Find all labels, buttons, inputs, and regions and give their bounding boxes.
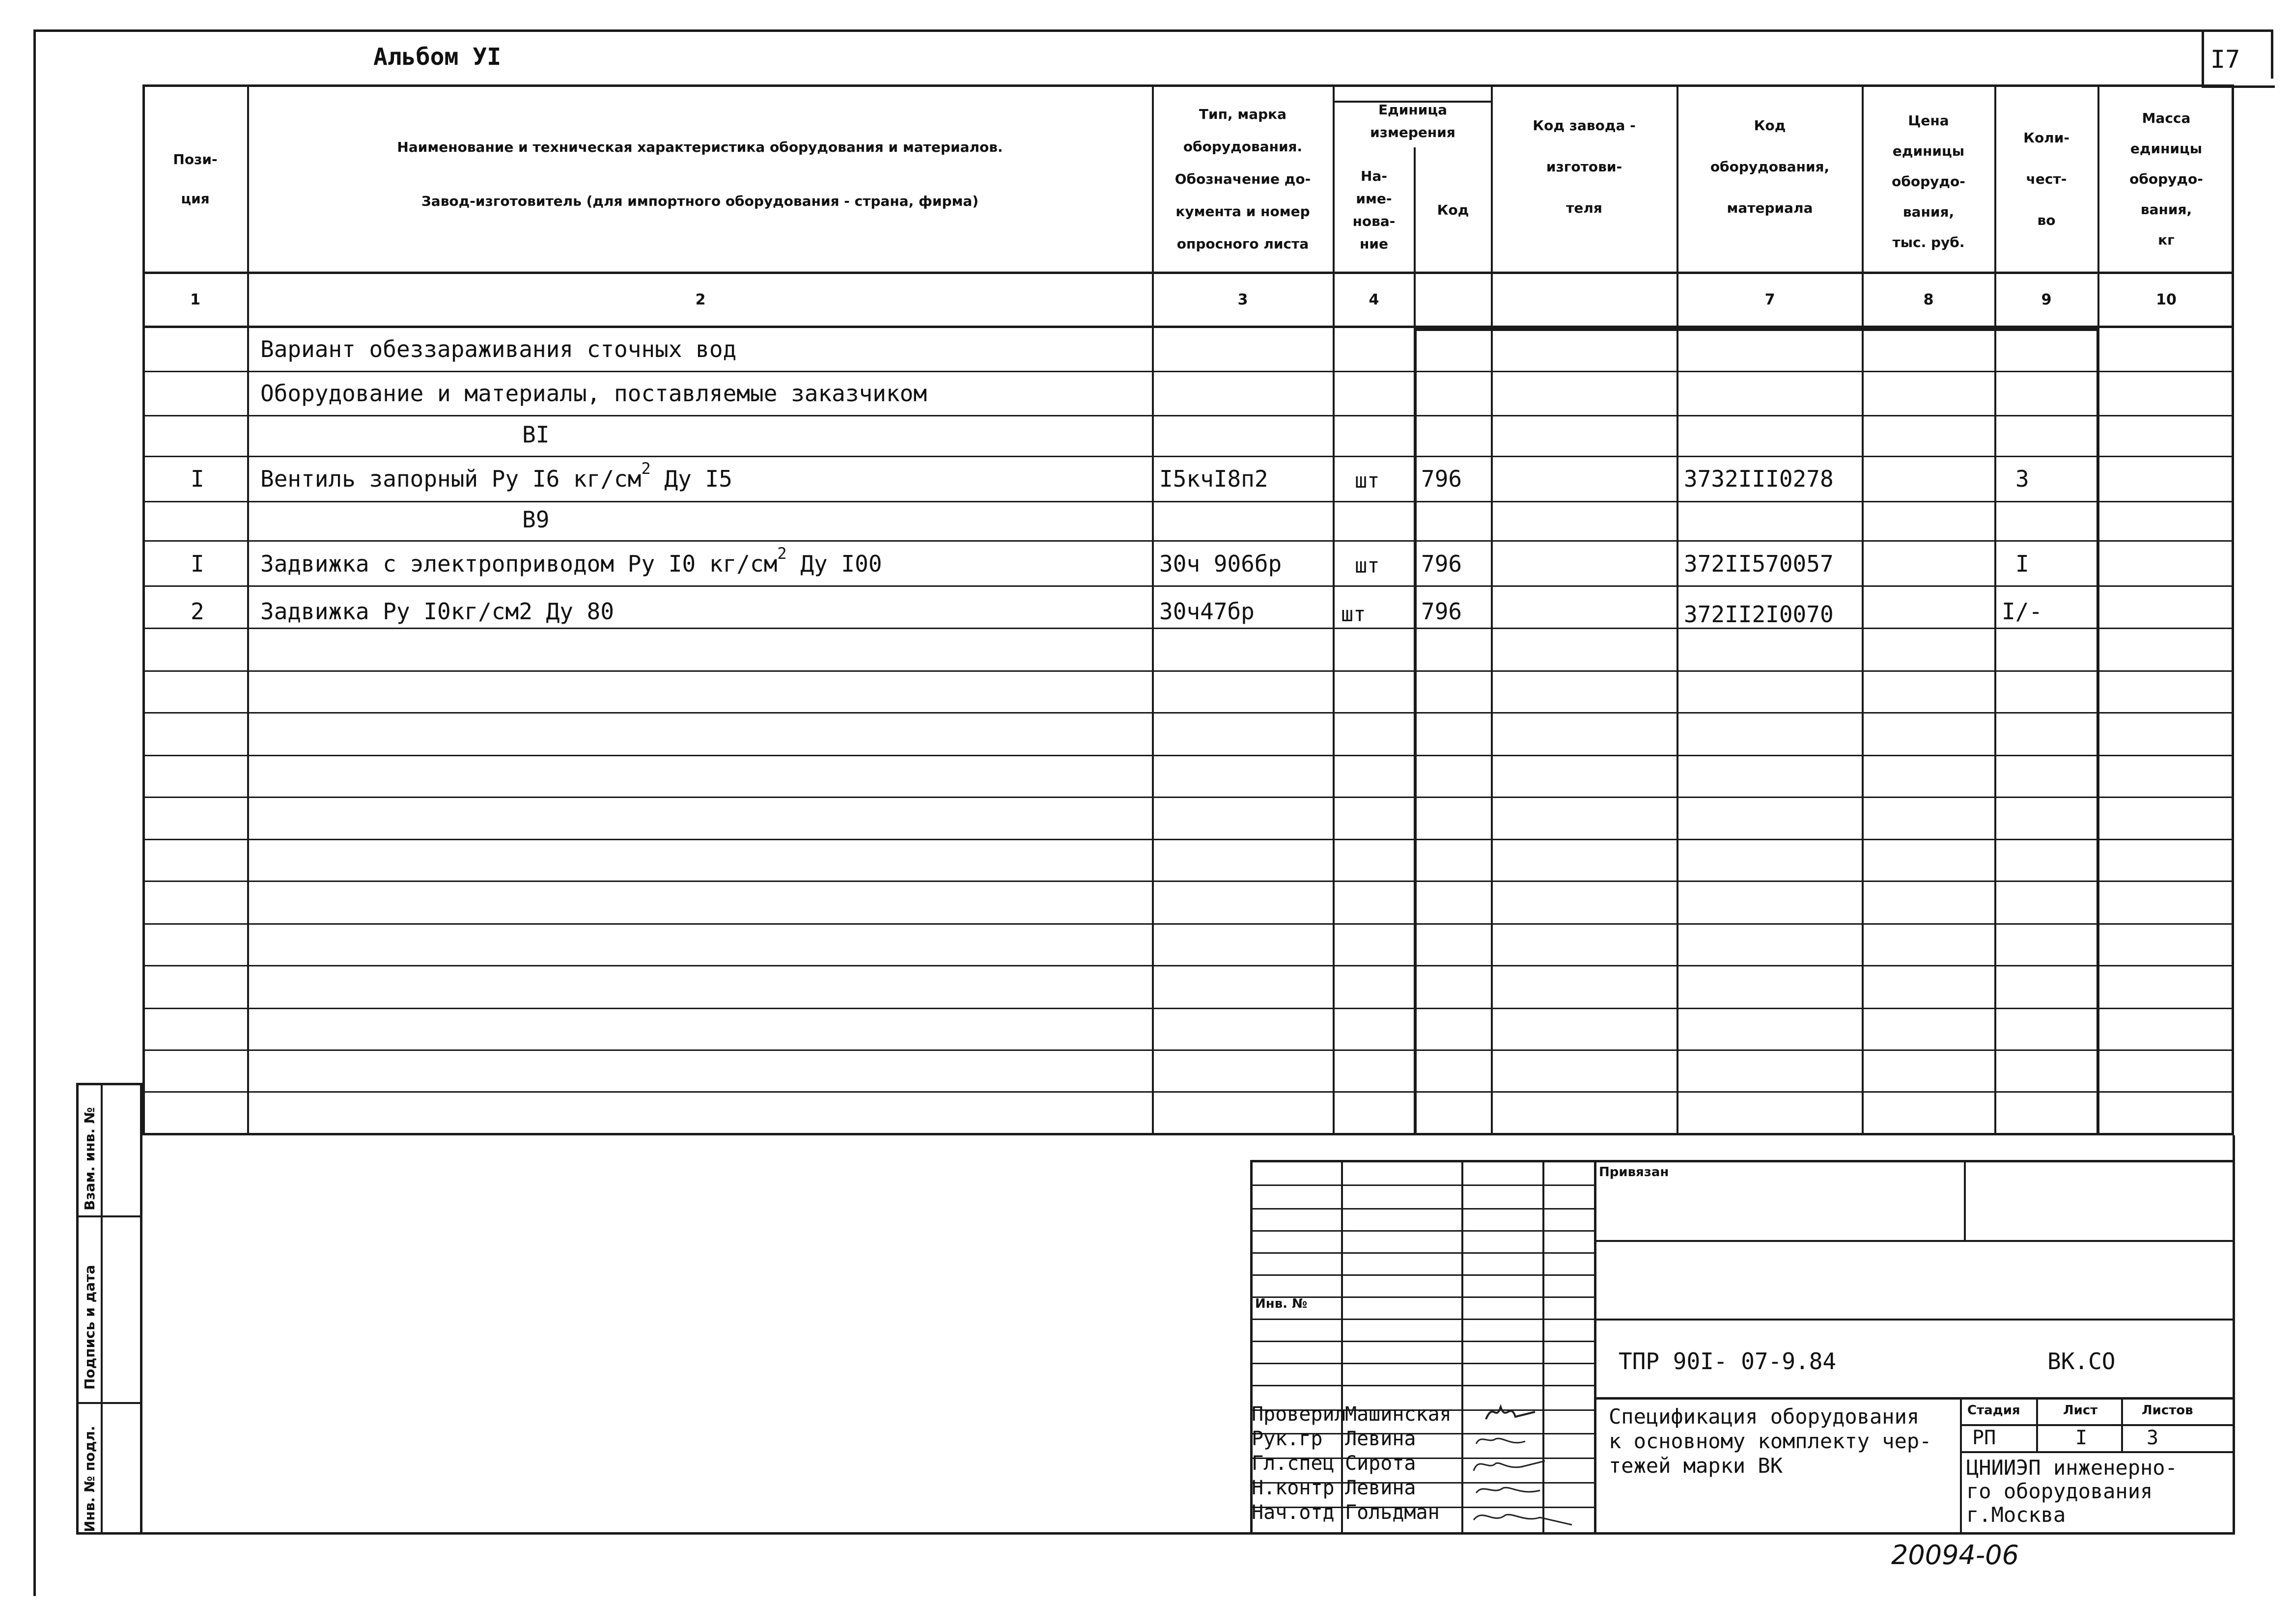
header-quantity: Коли- чест- во [2023, 130, 2069, 228]
header-position: Пози- ция [173, 151, 218, 207]
colnum-2: 2 [695, 291, 706, 308]
row-7-equipment-code: 372II2I0070 [1684, 601, 1834, 628]
header-equipment-code: Код оборудования, материала [1710, 117, 1830, 216]
sheet-value: I [2075, 1427, 2088, 1449]
row-5-name: B9 [522, 506, 550, 533]
row-line [142, 1049, 2234, 1051]
row-7-type: 30ч47бр [1159, 598, 1255, 625]
sig-role-5: Нач.отд [1252, 1501, 1335, 1524]
title-block-row-line [1250, 1274, 1595, 1276]
row-1-name: Вариант обеззараживания сточных вод [260, 336, 737, 362]
header-manufacturer-code: Код завода - изготови- теля [1533, 117, 1636, 216]
colnum-9: 9 [2041, 291, 2052, 308]
row-7-name: Задвижка Ру I0кг/см2 Ду 80 [260, 598, 615, 625]
sig-role-1: Проверил [1252, 1403, 1346, 1426]
colnum-1: 1 [190, 291, 200, 308]
frame-top [33, 29, 2273, 32]
row-6-position: I [191, 551, 204, 577]
row-7-unit: шт [1341, 602, 1366, 626]
row-line [142, 628, 2234, 629]
signature-roles [1252, 1402, 1346, 1525]
row-4-name: Вентиль запорный Ру I6 $кг/см^2$ Ду I5 [260, 459, 732, 492]
colnum-bottom-line [142, 326, 2234, 328]
row-line [142, 965, 2234, 966]
row-line [142, 540, 2234, 542]
sig-name-1: Машинская [1345, 1403, 1452, 1426]
header-unit-code: Код [1437, 201, 1469, 218]
doc-mark: ВК.СО [2047, 1348, 2116, 1375]
row-6-type: 30ч 906бр [1159, 551, 1282, 577]
row-line [142, 456, 2234, 457]
album-label: Альбом УI [373, 43, 502, 71]
col-line-1 [247, 84, 249, 1135]
row-2-name: Оборудование и материалы, поставляемые заказчиком [260, 380, 927, 407]
colnum-3: 3 [1237, 291, 1248, 308]
row-6-unit: шт [1355, 553, 1380, 578]
row-7-unit-code: 796 [1421, 598, 1462, 625]
row-6-quantity: I [2015, 551, 2029, 577]
colnum-4: 4 [1369, 291, 1379, 308]
stamp-original-inventory: Инв. № подл. [82, 1426, 98, 1532]
title-block-row-line [1250, 1341, 1595, 1342]
col-line-3 [1333, 84, 1335, 1135]
archive-number: 20094-06 [1891, 1540, 2019, 1570]
sheets-label: Листов [2142, 1403, 2193, 1418]
title-block-row-line [1250, 1208, 1595, 1210]
row-4-type: I5кчI8п2 [1159, 466, 1268, 492]
title-block-row-line [1250, 1230, 1595, 1232]
sheet-label: Лист [2063, 1403, 2098, 1418]
row-line [142, 501, 2234, 502]
title-block-row-line [1250, 1363, 1595, 1364]
header-unit-group: Единица измерения [1370, 102, 1455, 140]
privyazan-label: Привязан [1599, 1165, 1669, 1180]
row-line [142, 712, 2234, 714]
row-line [142, 1091, 2234, 1093]
header-type: Тип, марка оборудования. Обозначение до- кумента и номер опросного листа [1174, 106, 1311, 252]
row-line [142, 585, 2234, 587]
row-7-quantity: I/- [2002, 598, 2043, 625]
row-line [142, 1008, 2234, 1009]
row-line [142, 670, 2234, 672]
header-name-line2: Завод-изготовитель (для импортного оборудования - страна, фирма) [421, 193, 979, 209]
row-6-unit-code: 796 [1421, 551, 1462, 577]
frame-left [33, 29, 36, 1596]
row-3-name: BI [522, 421, 550, 448]
row-line [142, 881, 2234, 882]
handwritten-signatures [1466, 1397, 1579, 1535]
signature-names [1345, 1402, 1452, 1525]
row-line [142, 839, 2234, 840]
row-line [142, 371, 2234, 372]
row-4-unit: шт [1355, 468, 1380, 493]
row-4-equipment-code: 3732III0278 [1684, 466, 1834, 492]
colnum-10: 10 [2156, 291, 2177, 308]
sig-role-2: Рук.гр [1252, 1428, 1323, 1450]
row-line [142, 923, 2234, 925]
colnum-6 [1493, 275, 1675, 324]
doc-description: Спецификация оборудования к основному комплекту чер- тежей марки ВК [1609, 1404, 1932, 1478]
organization: ЦНИИЭП инженерно- го оборудования г.Москва [1966, 1456, 2178, 1527]
title-block-row-line [1250, 1319, 1595, 1320]
colnum-5 [1416, 275, 1490, 324]
header-price: Цена единицы оборудо- вания, тыс. руб. [1892, 112, 1965, 250]
sig-name-5: Гольдман [1345, 1501, 1440, 1524]
doc-code: ТПР 90I- 07-9.84 [1619, 1348, 1837, 1375]
bold-box [1414, 328, 2099, 1135]
row-4-position: I [191, 466, 204, 492]
stamp-replacement: Взам. инв. № [82, 1107, 98, 1211]
row-4-unit-code: 796 [1421, 466, 1462, 492]
sig-role-3: Гл.спец [1252, 1452, 1335, 1475]
sig-name-2: Левина [1345, 1428, 1416, 1450]
stamp-signature-date: Подпись и дата [82, 1265, 98, 1390]
row-6-equipment-code: 372II570057 [1684, 551, 1834, 577]
header-bottom-line [142, 272, 2234, 274]
inv-label: Инв. № [1255, 1296, 1308, 1311]
stage-label: Стадия [1967, 1403, 2020, 1418]
colnum-7: 7 [1764, 291, 1775, 308]
title-block-row-line [1250, 1385, 1595, 1386]
header-mass: Масса единицы оборудо- вания, кг [2129, 110, 2203, 248]
row-4-quantity: 3 [2015, 466, 2029, 492]
row-line [142, 755, 2234, 756]
sheets-value: 3 [2147, 1427, 2159, 1449]
sig-name-3: Сирота [1345, 1452, 1416, 1475]
row-6-name: Задвижка с электроприводом Ру I0 $кг/см^2$ Ду I00 [260, 544, 882, 577]
header-name-line1: Наименование и техническая характеристика оборудования и материалов. [397, 139, 1003, 155]
row-7-position: 2 [191, 598, 204, 625]
title-block-row-line [1250, 1252, 1595, 1254]
header-unit-name: На- име- нова- ние [1352, 167, 1396, 252]
stage-value: РП [1972, 1427, 1996, 1449]
sig-role-4: Н.контр [1252, 1477, 1335, 1499]
sig-name-4: Левина [1345, 1477, 1416, 1499]
page-number: I7 [2210, 45, 2240, 74]
row-line [142, 797, 2234, 798]
row-line [142, 415, 2234, 416]
title-block-row-line [1250, 1184, 1595, 1186]
colnum-8: 8 [1923, 291, 1934, 308]
col-line-2 [1152, 84, 1154, 1135]
